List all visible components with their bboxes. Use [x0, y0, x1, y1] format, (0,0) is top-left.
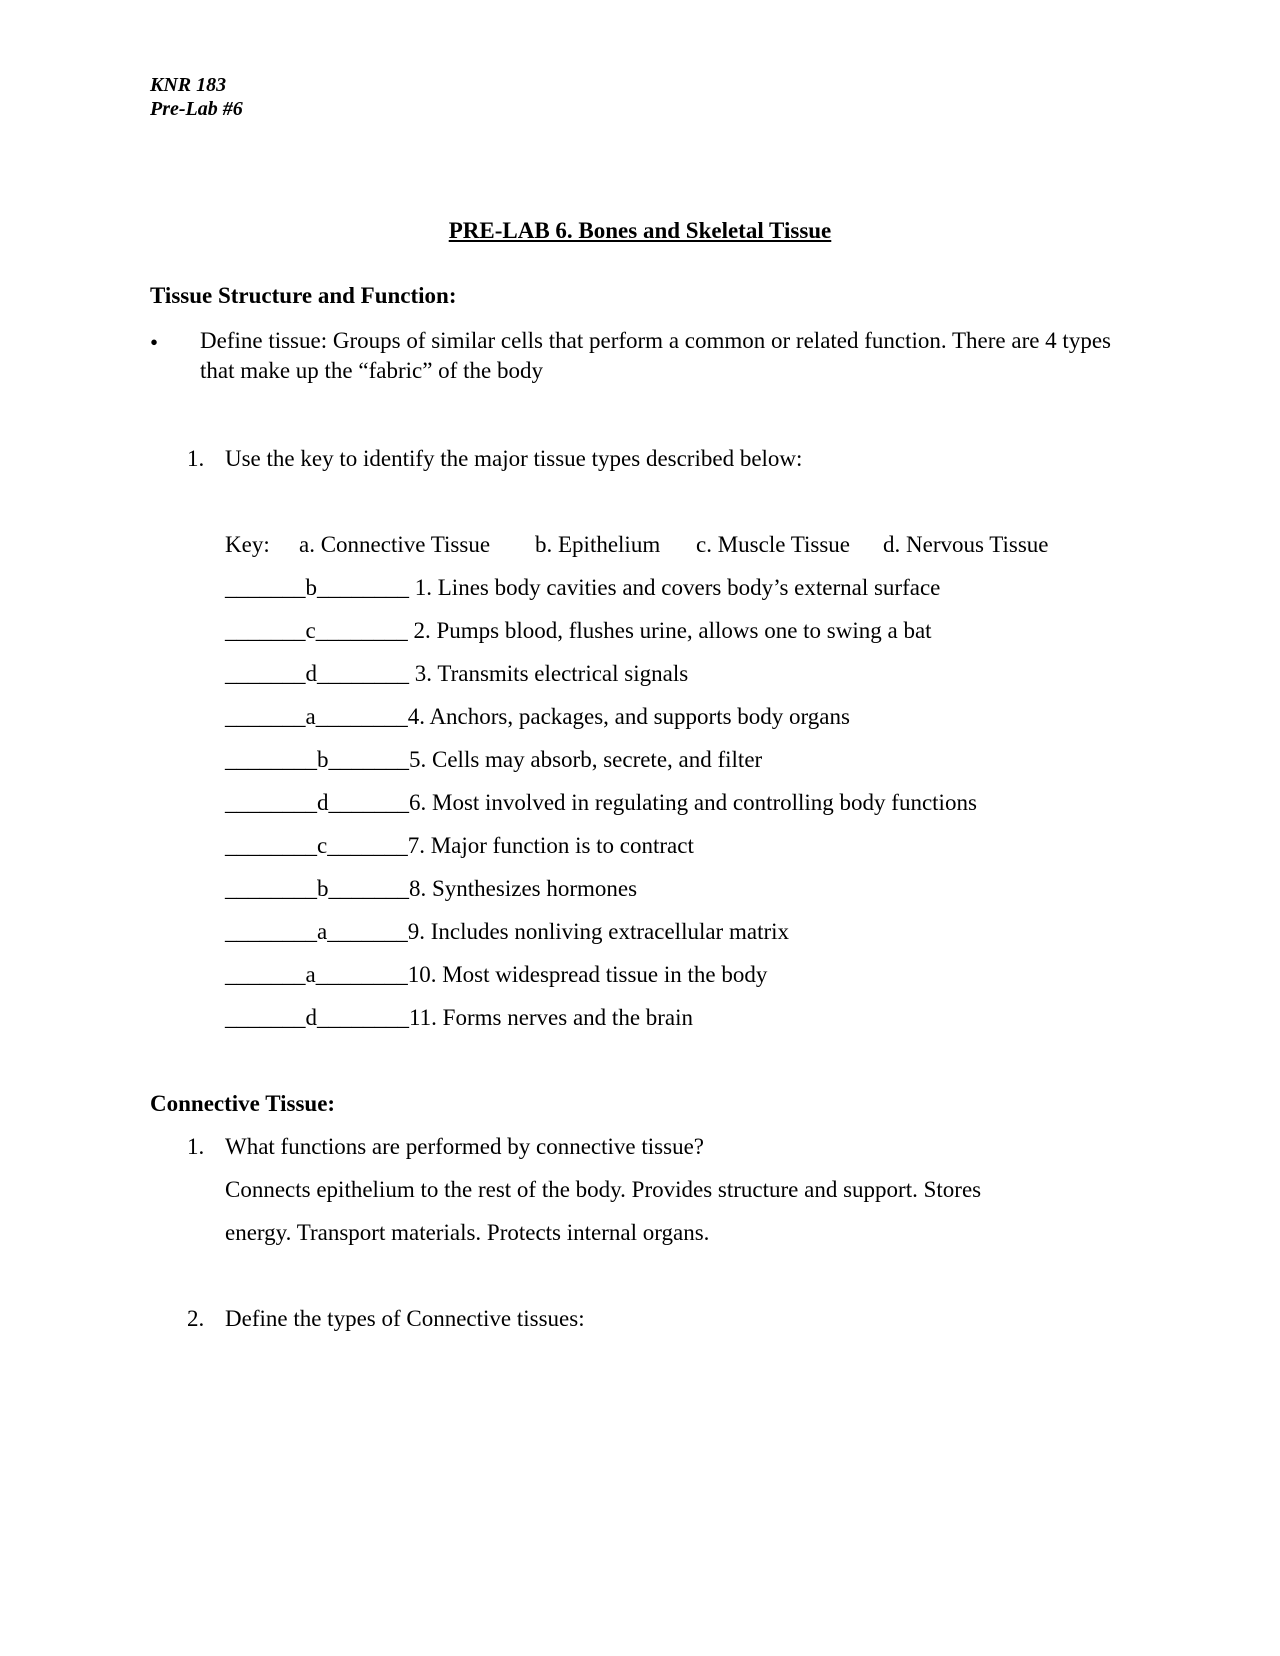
course-code: KNR 183 [150, 74, 227, 96]
question-text: Use the key to identify the major tissue types described below: [225, 446, 803, 471]
match-item: ________b_______5. Cells may absorb, secrete, and filter [225, 747, 763, 772]
question-text: What functions are performed by connective tissue? [225, 1134, 704, 1159]
tissue-definition: Define tissue: Groups of similar cells that perform a common or related function. There are 4 types that make up the “fabric” of the body [200, 328, 1111, 383]
question-number: 2. [187, 1306, 205, 1331]
key-option: d. Nervous Tissue [883, 532, 1049, 557]
tissue-section-heading: Tissue Structure and Function: [150, 283, 457, 308]
question-text: Define the types of Connective tissues: [225, 1306, 585, 1331]
match-item: ________c_______7. Major function is to contract [225, 833, 694, 858]
match-item: _______d________11. Forms nerves and the brain [225, 1005, 694, 1030]
answer-text: energy. Transport materials. Protects internal organs. [225, 1220, 710, 1245]
page-title: PRE-LAB 6. Bones and Skeletal Tissue [448, 218, 832, 243]
lab-label: Pre-Lab #6 [150, 98, 243, 120]
key-option: c. Muscle Tissue [696, 532, 850, 557]
key-option: a. Connective Tissue [299, 532, 491, 557]
match-item: _______d________ 3. Transmits electrical signals [225, 661, 689, 686]
key-label: Key: [225, 532, 270, 557]
tissue-key [225, 532, 1049, 558]
answer-text: Connects epithelium to the rest of the body. Provides structure and support. Stores [225, 1177, 982, 1202]
connective-section-heading: Connective Tissue: [150, 1091, 336, 1116]
match-item: ________b_______8. Synthesizes hormones [225, 876, 638, 901]
match-item: ________a_______9. Includes nonliving extracellular matrix [225, 919, 790, 944]
bullet-icon: • [150, 330, 159, 355]
match-item: ________d_______6. Most involved in regulating and controlling body functions [225, 790, 977, 815]
key-option: b. Epithelium [535, 532, 661, 557]
match-item: _______b________ 1. Lines body cavities and covers body’s external surface [225, 575, 941, 600]
match-item: _______c________ 2. Pumps blood, flushes urine, allows one to swing a bat [225, 618, 932, 643]
question-number: 1. [187, 446, 205, 471]
match-item: _______a________4. Anchors, packages, and supports body organs [225, 704, 850, 729]
question-number: 1. [187, 1134, 205, 1159]
match-item: _______a________10. Most widespread tissue in the body [225, 962, 768, 987]
